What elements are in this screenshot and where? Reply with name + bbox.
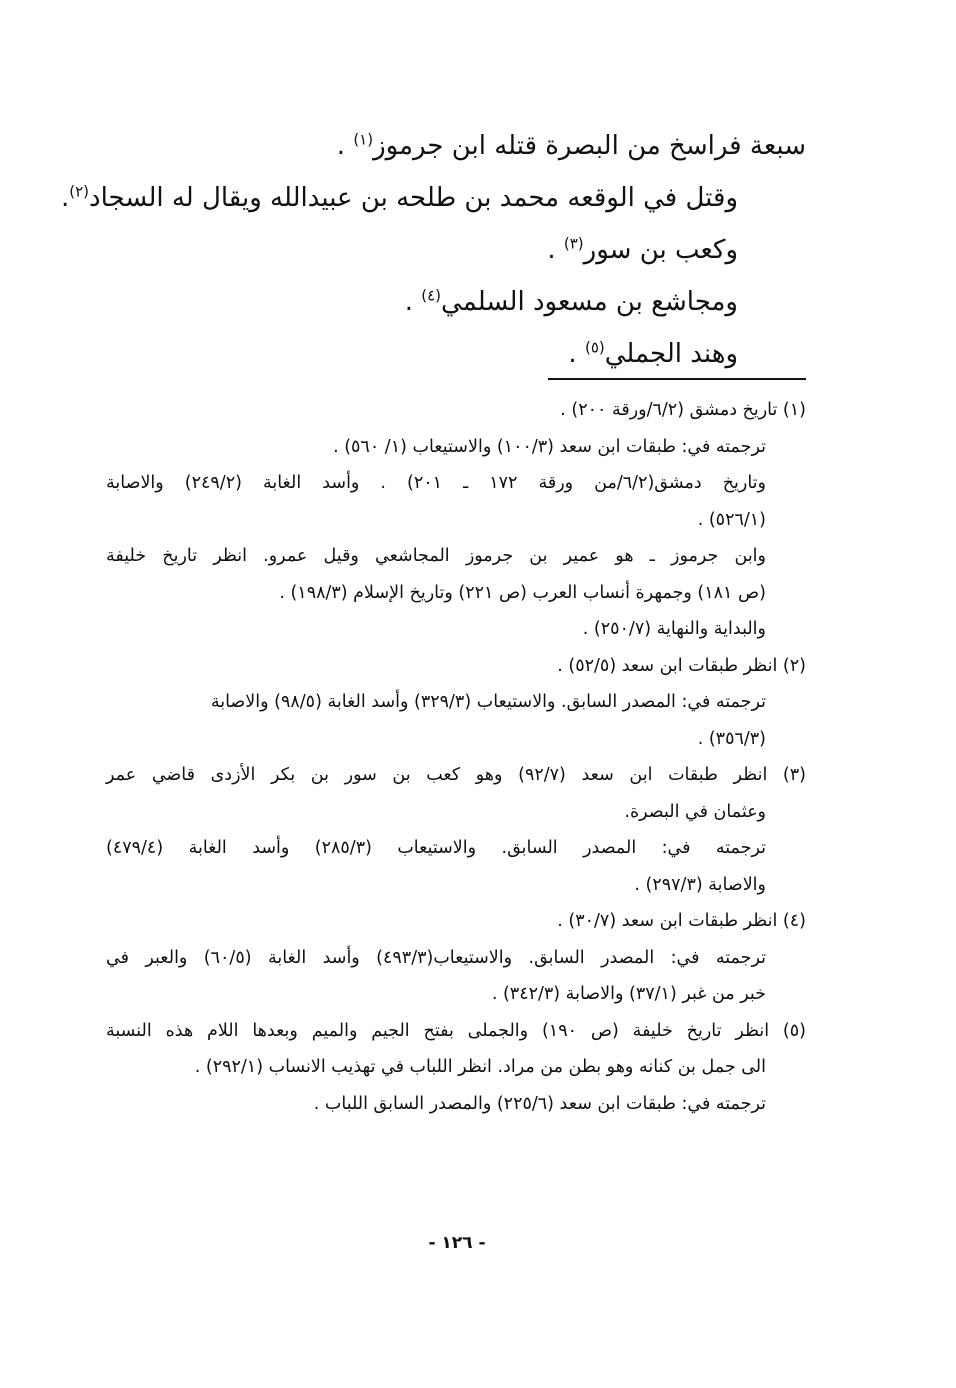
- footnotes-block: [106, 392, 806, 1122]
- footnote-3-line-3: ترجمته في: المصدر السابق. والاستيعاب (٢٨٥/٣) وأسد الغابة (٤٧٩/٤): [106, 838, 766, 858]
- main-line-5: [106, 328, 738, 380]
- footnote-4-line-3: خبر من غبر (٣٧/١) والاصابة (٣٤٢/٣) .: [491, 984, 766, 1004]
- main-line-5-text: وهند الجملي: [604, 339, 738, 369]
- main-line-2-text: وقتل في الوقعه محمد بن طلحه بن عبيدالله ويقال له السجاد: [88, 183, 738, 213]
- main-line-1-text: سبعة فراسخ من البصرة قتله ابن جرموز: [373, 131, 806, 161]
- main-line-3-end: .: [547, 235, 564, 265]
- footnote-1-line-5: وابن جرموز ـ هو عمير بن جرموز المجاشعي وقيل عمرو. انظر تاريخ خليفة: [106, 546, 766, 566]
- main-line-3-text: وكعب بن سور: [583, 235, 738, 265]
- footnote-ref-4: (٤): [421, 286, 442, 305]
- footnote-5-line-1: (٥) انظر تاريخ خليفة (ص ١٩٠) والجملى بفتح الجيم والميم وبعدها اللام هذه النسبة: [106, 1020, 806, 1041]
- footnote-1-line-1: (١) تاريخ دمشق (٦/٢/ورقة ٢٠٠) .: [560, 400, 806, 420]
- footnote-5-line-2: الى جمل بن كنانه وهو بطن من مراد. انظر اللباب في تهذيب الانساب (٢٩٢/١) .: [194, 1057, 766, 1077]
- footnote-4-line-1: (٤) انظر طبقات ابن سعد (٣٠/٧) .: [557, 911, 806, 931]
- page-number: - ١٢٦ -: [428, 1233, 486, 1253]
- main-line-1-end: .: [336, 131, 354, 161]
- footnote-3-line-4: والاصابة (٢٩٧/٣) .: [634, 874, 766, 895]
- main-line-2: [60, 172, 738, 224]
- main-text-block: [60, 120, 806, 380]
- footnote-ref-5: (٥): [584, 338, 605, 357]
- footnote-1-line-6: (ص ١٨١) وجمهرة أنساب العرب (ص ٢٢١) وتاريخ الإسلام (١٩٨/٣) .: [279, 582, 766, 603]
- main-line-1: [106, 120, 806, 172]
- footnote-ref-1: (١): [353, 130, 374, 149]
- main-line-2-end: .: [60, 183, 70, 213]
- footnote-2-line-3: (٣٥٦/٣) .: [697, 728, 766, 749]
- footnote-ref-3: (٣): [563, 234, 584, 253]
- footnote-1-line-4: (٥٢٦/١) .: [697, 509, 766, 530]
- footnote-4-line-2: ترجمته في: المصدر السابق. والاستيعاب(٤٩٣/٣) وأسد الغابة (٦٠/٥) والعبر في: [106, 947, 766, 968]
- main-line-4-text: ومجاشع بن مسعود السلمي: [441, 287, 738, 317]
- footnote-5-line-3: ترجمته في: طبقات ابن سعد (٢٢٥/٦) والمصدر السابق اللباب .: [313, 1093, 766, 1114]
- footnote-1-line-3: وتاريخ دمشق(٦/٢/من ورقة ١٧٢ ـ ٢٠١) . وأسد الغابة (٢٤٩/٢) والاصابة: [106, 473, 766, 493]
- footnote-ref-2: (٢): [69, 182, 89, 201]
- footnote-1-line-7: والبداية والنهاية (٢٥٠/٧) .: [582, 619, 766, 639]
- footnote-2-line-1: (٢) انظر طبقات ابن سعد (٥٢/٥) .: [557, 655, 806, 676]
- footnote-separator: [548, 378, 806, 380]
- main-line-3: [106, 224, 738, 276]
- main-line-5-end: .: [568, 339, 585, 369]
- footnote-3-line-2: وعثمان في البصرة.: [624, 801, 766, 822]
- main-line-4-end: .: [404, 287, 422, 317]
- footnote-2-line-2: ترجمته في: المصدر السابق. والاستيعاب (٣٢٩/٣) وأسد الغابة (٩٨/٥) والاصابة: [210, 692, 766, 712]
- footnote-1-line-2: ترجمته في: طبقات ابن سعد (١٠٠/٣) والاستيعاب (١/ ٥٦٠) .: [333, 436, 766, 457]
- footnote-3-line-1: (٣) انظر طبقات ابن سعد (٩٢/٧) وهو كعب بن سور بن بكر الأزدى قاضي عمر: [106, 765, 806, 785]
- main-line-4: [106, 276, 738, 328]
